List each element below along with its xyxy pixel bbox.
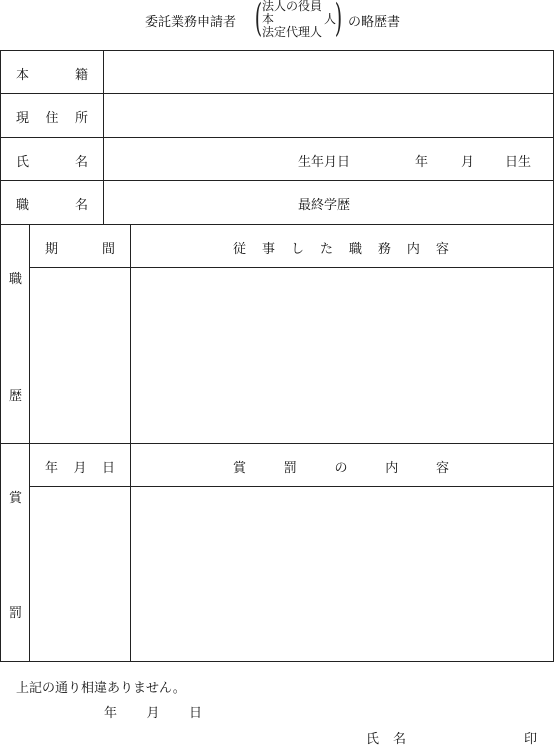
career-side-label-bottom: 歴 [9,389,23,404]
birth-day-unit: 日生 [505,155,532,170]
right-paren: ) [334,0,343,40]
left-paren: ( [254,0,263,40]
awards-date-month: 月 [73,461,87,476]
career-header-char-3: し [290,242,304,257]
career-header-char-1: 従 [233,242,247,257]
footer-date [104,702,202,721]
period-header [45,238,115,257]
birth-year-unit: 年 [415,155,429,170]
table-left-border [0,50,1,661]
title-role-stack [262,0,336,39]
period-column-divider [130,224,131,661]
label-address-a: 現 [16,111,30,126]
label-honseki-b: 籍 [74,68,88,83]
label-address-b: 住 [45,111,59,126]
row-line-awards [0,443,554,444]
career-header-char-5: 職 [348,242,362,257]
awards-header-char-3: の [334,461,348,476]
footer-sign-label-b: 名 [392,732,406,747]
period-header-b: 間 [101,242,115,257]
label-honseki-a: 本 [16,68,30,83]
awards-header-char-2: 罰 [283,461,297,476]
title-suffix: の略歴書 [348,15,401,30]
awards-header-char-1: 賞 [233,461,247,476]
seal-mark: 印 [524,732,538,747]
role-person-b: 人 [323,12,336,26]
footer-date-day: 日 [188,706,202,721]
row-line-1 [0,93,554,94]
awards-side-label-bottom: 罰 [9,606,23,621]
awards-date-day: 日 [101,461,115,476]
career-content-header [233,238,449,257]
title-prefix: 委託業務申請者 [145,15,237,30]
label-column-divider [103,50,104,224]
label-job-b: 名 [74,198,88,213]
awards-content-header [233,457,449,476]
side-column-divider [29,224,30,661]
footer-sign-label [366,728,406,747]
education-label: 最終学歴 [298,198,351,213]
label-job-a: 職 [16,198,30,213]
label-job [16,194,88,213]
footer-date-year: 年 [104,706,118,721]
career-header-char-8: 容 [435,242,449,257]
awards-date-header [45,457,115,476]
birthdate-label: 生年月日 [298,155,351,170]
career-header-line [29,267,554,268]
table-top-border [0,50,554,51]
career-header-char-2: 事 [261,242,275,257]
table-bottom-border [0,661,554,662]
label-name-a: 氏 [16,155,30,170]
career-header-char-6: 務 [377,242,391,257]
label-name-b: 名 [74,155,88,170]
career-side-label-top: 職 [9,272,23,287]
footer-date-month: 月 [146,706,160,721]
awards-header-char-5: 容 [435,461,449,476]
role-corporate-officer: 法人の役員 [262,0,323,13]
row-line-3 [0,180,554,181]
row-line-2 [0,137,554,138]
label-address-c: 所 [74,111,88,126]
awards-header-line [29,486,554,487]
awards-date-year: 年 [45,461,59,476]
label-name [16,151,88,170]
awards-side-label-top: 賞 [9,491,23,506]
career-header-char-7: 内 [406,242,420,257]
row-line-4 [0,224,554,225]
awards-header-char-4: 内 [385,461,399,476]
birth-month-unit: 月 [461,155,475,170]
declaration-text: 上記の通り相違ありません。 [16,681,186,696]
role-legal-rep: 法定代理人 [262,25,323,39]
period-header-a: 期 [45,242,59,257]
footer-sign-label-a: 氏 [366,732,380,747]
career-header-char-4: た [319,242,333,257]
label-honseki [16,64,88,83]
role-person-a: 本 [262,12,275,26]
label-address [16,107,88,126]
